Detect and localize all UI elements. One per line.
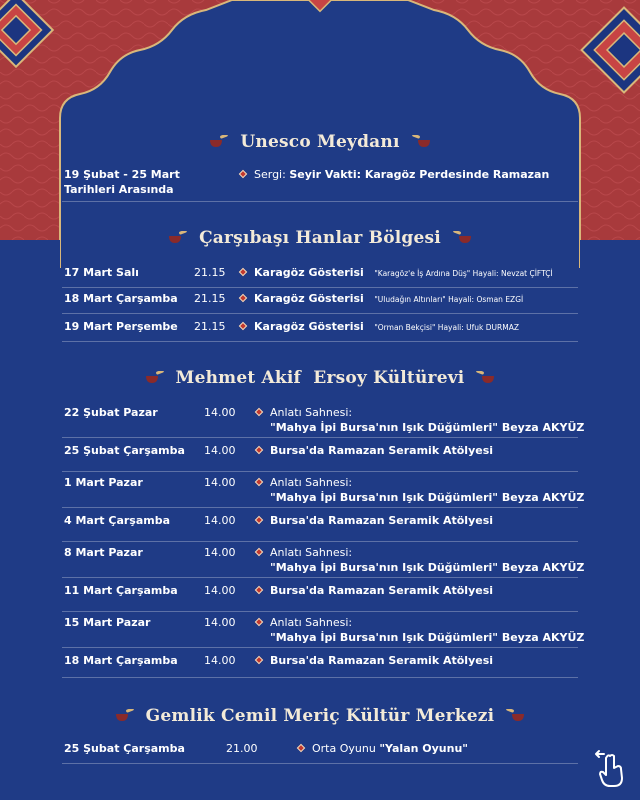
row-date: 19 Mart Perşembe	[64, 320, 178, 333]
diamond-bullet-icon	[255, 478, 263, 486]
diamond-bullet-icon	[255, 618, 263, 626]
section-rows-carsibasi	[62, 262, 578, 342]
row-event-detail: "Mahya İpi Bursa'nın Işık Düğümleri" Beyza AKYÜZ	[270, 421, 585, 434]
row-time: 14.00	[204, 476, 236, 489]
section-title-kulturevi	[0, 368, 640, 388]
row-date: 18 Mart Çarşamba	[64, 292, 178, 305]
table-row	[62, 612, 585, 648]
section-title-unesco	[0, 132, 640, 152]
row-event: Anlatı Sahnesi:	[256, 406, 352, 419]
row-time: 14.00	[204, 616, 236, 629]
table-row	[62, 166, 578, 202]
section-rows-gemlik	[62, 738, 578, 764]
diamond-bullet-icon	[239, 268, 247, 276]
table-row	[62, 508, 578, 542]
row-event: Sergi: Seyir Vakti: Karagöz Perdesinde Ramazan	[240, 168, 549, 181]
row-event: Bursa'da Ramazan Seramik Atölyesi	[256, 584, 493, 597]
row-event: Bursa'da Ramazan Seramik Atölyesi	[256, 444, 493, 457]
row-date: 1 Mart Pazar	[64, 476, 143, 489]
row-event: Bursa'da Ramazan Seramik Atölyesi	[256, 514, 493, 527]
section-title-text: Gemlik Cemil Meriç Kültür Merkezi	[145, 706, 495, 726]
row-time: 21.15	[194, 320, 226, 333]
row-event: Anlatı Sahnesi:	[256, 476, 352, 489]
row-date: 18 Mart Çarşamba	[64, 654, 178, 667]
row-date-line2: Tarihleri Arasında	[64, 183, 174, 196]
row-date: 11 Mart Çarşamba	[64, 584, 178, 597]
table-row	[62, 402, 585, 438]
row-date: 17 Mart Salı	[64, 266, 139, 279]
table-row	[62, 438, 578, 472]
mortar-pestle-icon	[144, 371, 166, 385]
row-time: 14.00	[204, 406, 236, 419]
row-time: 14.00	[204, 654, 236, 667]
diamond-bullet-icon	[239, 170, 247, 178]
mortar-pestle-icon	[114, 709, 136, 723]
row-event: Karagöz Gösterisi "Orman Bekçisi" Hayali: Ufuk DURMAZ	[240, 320, 519, 333]
diamond-bullet-icon	[239, 322, 247, 330]
mortar-pestle-icon	[451, 231, 473, 245]
section-rows-unesco	[62, 166, 578, 202]
table-row	[62, 578, 578, 612]
section-title-text: Unesco Meydanı	[240, 132, 400, 152]
row-date: 15 Mart Pazar	[64, 616, 151, 629]
table-row	[62, 738, 578, 764]
section-title-text: Mehmet Akif Ersoy Kültürevi	[175, 368, 465, 388]
row-time: 14.00	[204, 444, 236, 457]
swipe-hand-icon	[592, 748, 628, 790]
row-date: 19 Şubat - 25 Mart	[64, 168, 180, 181]
row-time: 21.00	[226, 742, 258, 755]
row-date: 8 Mart Pazar	[64, 546, 143, 559]
row-event-detail: "Mahya İpi Bursa'nın Işık Düğümleri" Beyza AKYÜZ	[270, 561, 585, 574]
table-row	[62, 262, 578, 288]
row-date: 25 Şubat Çarşamba	[64, 444, 185, 457]
diamond-bullet-icon	[255, 548, 263, 556]
row-event-detail: "Mahya İpi Bursa'nın Işık Düğümleri" Beyza AKYÜZ	[270, 631, 585, 644]
section-rows-kulturevi	[62, 402, 585, 678]
row-date: 22 Şubat Pazar	[64, 406, 158, 419]
row-event: Anlatı Sahnesi:	[256, 546, 352, 559]
section-title-text: Çarşıbaşı Hanlar Bölgesi	[199, 228, 441, 248]
table-row	[62, 542, 585, 578]
diamond-bullet-icon	[255, 656, 263, 664]
row-event: Anlatı Sahnesi:	[256, 616, 352, 629]
mortar-pestle-icon	[167, 231, 189, 245]
row-event: Orta Oyunu "Yalan Oyunu"	[298, 742, 468, 755]
section-title-gemlik	[0, 706, 640, 726]
row-event: Karagöz Gösterisi "Karagöz'e İş Ardına Düş" Hayali: Nevzat ÇİFTÇİ	[240, 266, 553, 279]
diamond-bullet-icon	[239, 294, 247, 302]
diamond-bullet-icon	[255, 408, 263, 416]
mortar-pestle-icon	[474, 371, 496, 385]
mortar-pestle-icon	[208, 135, 230, 149]
section-title-carsibasi	[0, 228, 640, 248]
mortar-pestle-icon	[504, 709, 526, 723]
row-time: 14.00	[204, 514, 236, 527]
row-event: Bursa'da Ramazan Seramik Atölyesi	[256, 654, 493, 667]
mortar-pestle-icon	[410, 135, 432, 149]
row-time: 14.00	[204, 584, 236, 597]
row-time: 21.15	[194, 292, 226, 305]
table-row	[62, 288, 578, 314]
row-event: Karagöz Gösterisi "Uludağın Altınları" Hayali: Osman EZGİ	[240, 292, 523, 305]
row-date: 25 Şubat Çarşamba	[64, 742, 185, 755]
table-row	[62, 472, 585, 508]
diamond-bullet-icon	[255, 446, 263, 454]
row-event-detail: "Mahya İpi Bursa'nın Işık Düğümleri" Beyza AKYÜZ	[270, 491, 585, 504]
table-row	[62, 314, 578, 342]
diamond-bullet-icon	[297, 744, 305, 752]
diamond-bullet-icon	[255, 516, 263, 524]
row-time: 14.00	[204, 546, 236, 559]
table-row	[62, 648, 578, 678]
diamond-bullet-icon	[255, 586, 263, 594]
row-time: 21.15	[194, 266, 226, 279]
row-date: 4 Mart Çarşamba	[64, 514, 171, 527]
